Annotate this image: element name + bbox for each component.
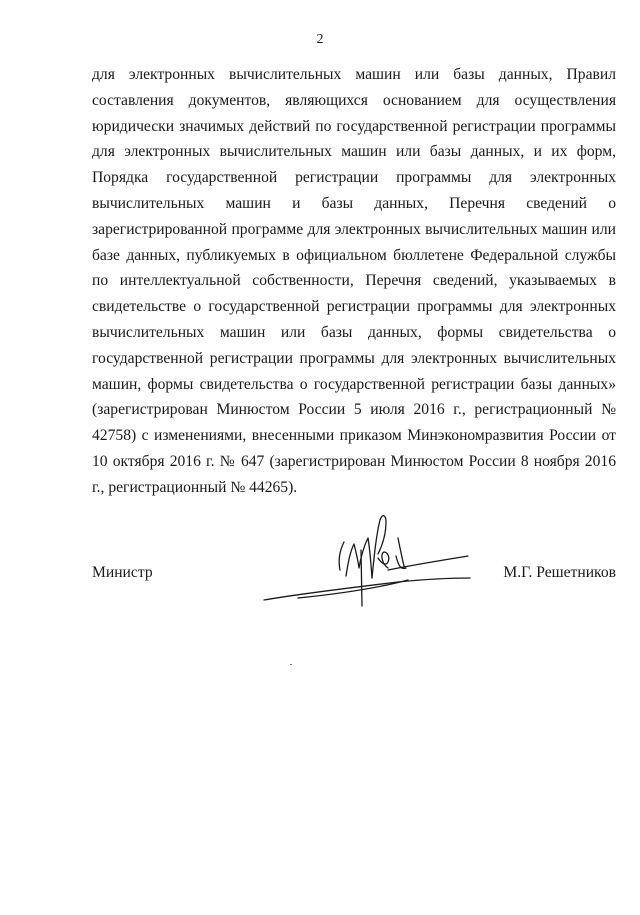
scan-artifact [290,664,292,665]
page-number: 2 [316,32,324,47]
signer-name: М.Г. Решетников [503,564,616,581]
signer-position: Министр [92,564,153,581]
body-paragraph: для электронных вычислительных машин или базы данных, Правил составления документов, являющихся основанием для осуществления юридически значимых действий по государственной регистрации программы для электронных вычислительных машин или базы данных, и их форм, Порядка государственной регистрации программы для электронных вычислительных машин и базы данных, Перечня сведений о зарегистрированной программе для электронных вычислительных машин или базе данных, публикуемых в официальном бюллетене Федеральной службы по интеллектуальной собственности, Перечня сведений, указываемых в свидетельстве о государственной регистрации программы для электронных вычислительных машин или базы данных, формы свидетельства о государственной регистрации программы для электронных вычислительных машин, формы свидетельства о государственной регистрации базы данных» (зарегистрирован Минюстом России 5 июля 2016 г., регистрационный № 42758) с изменениями, внесенными приказом Минэкономразвития России от 10 октября 2016 г. № 647 (зарегистрирован Минюстом России 8 ноября 2016 г., регистрационный № 44265). [92,66,616,496]
handwritten-signature [258,508,472,610]
signature-block [0,564,640,590]
